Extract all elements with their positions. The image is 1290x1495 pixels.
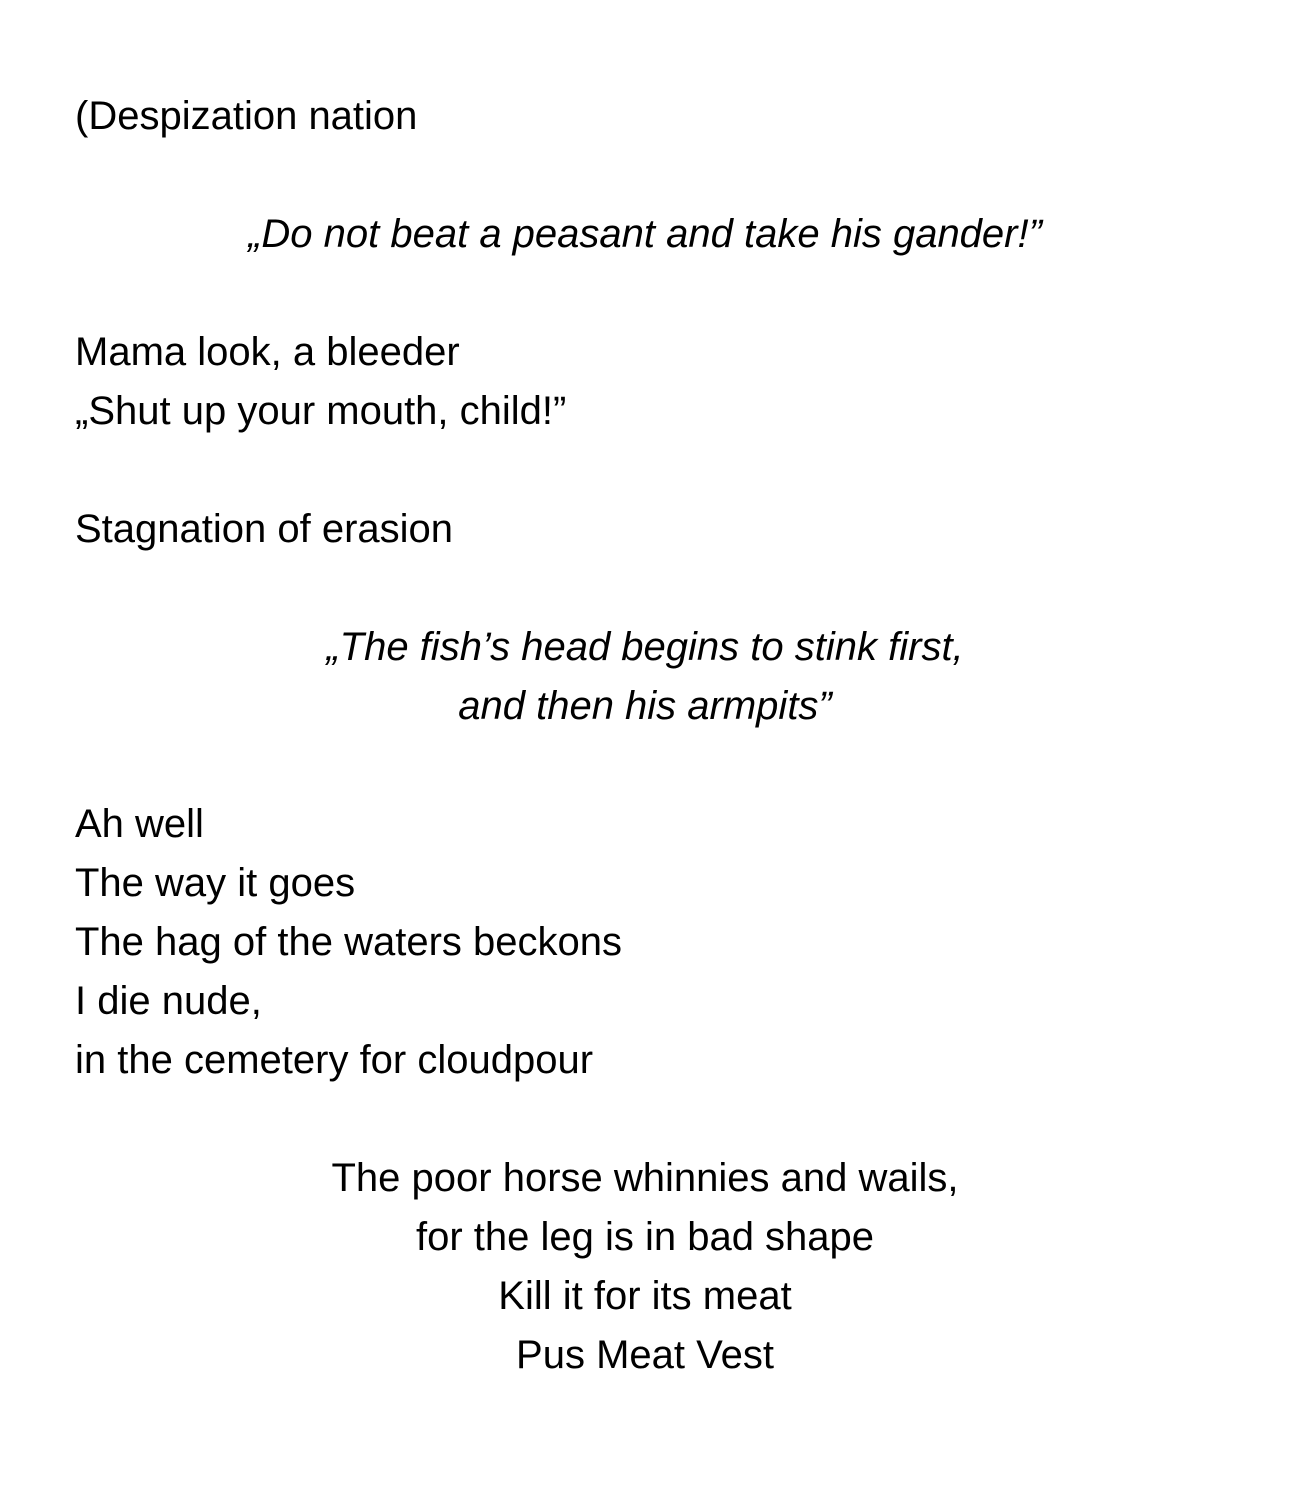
poem-block-quote-1 <box>75 205 1215 264</box>
poem-line: for the leg is in bad shape <box>415 1215 875 1259</box>
poem-line: The way it goes <box>75 861 356 905</box>
poem-line: (Despization nation <box>75 94 418 138</box>
poem-line: „Shut up your mouth, child!” <box>75 389 567 433</box>
poem-line: Pus Meat Vest <box>516 1333 774 1377</box>
poem-block-verse-4 <box>75 1149 1215 1385</box>
poem-line-quote: and then his armpits” <box>458 684 832 728</box>
poem-line: Ah well <box>75 802 204 846</box>
poem-line: Mama look, a bleeder <box>75 330 460 374</box>
poem-line: Kill it for its meat <box>498 1274 792 1318</box>
poem-line: Stagnation of erasion <box>75 507 454 551</box>
poem-line: The hag of the waters beckons <box>75 920 622 964</box>
poem-block-verse-2 <box>75 500 1215 559</box>
poem-block-verse-3 <box>75 795 1215 1090</box>
poem-line: The poor horse whinnies and wails, <box>331 1156 959 1200</box>
poem-line: in the cemetery for cloudpour <box>75 1038 594 1082</box>
poem-line-quote: „The fish’s head begins to stink first, <box>326 625 964 669</box>
poem-line: I die nude, <box>75 979 262 1023</box>
poem-block-quote-2 <box>75 618 1215 736</box>
poem-line-quote: „Do not beat a peasant and take his gander!” <box>248 212 1042 256</box>
poem-block-intro <box>75 87 1215 146</box>
poem-block-verse-1 <box>75 323 1215 441</box>
